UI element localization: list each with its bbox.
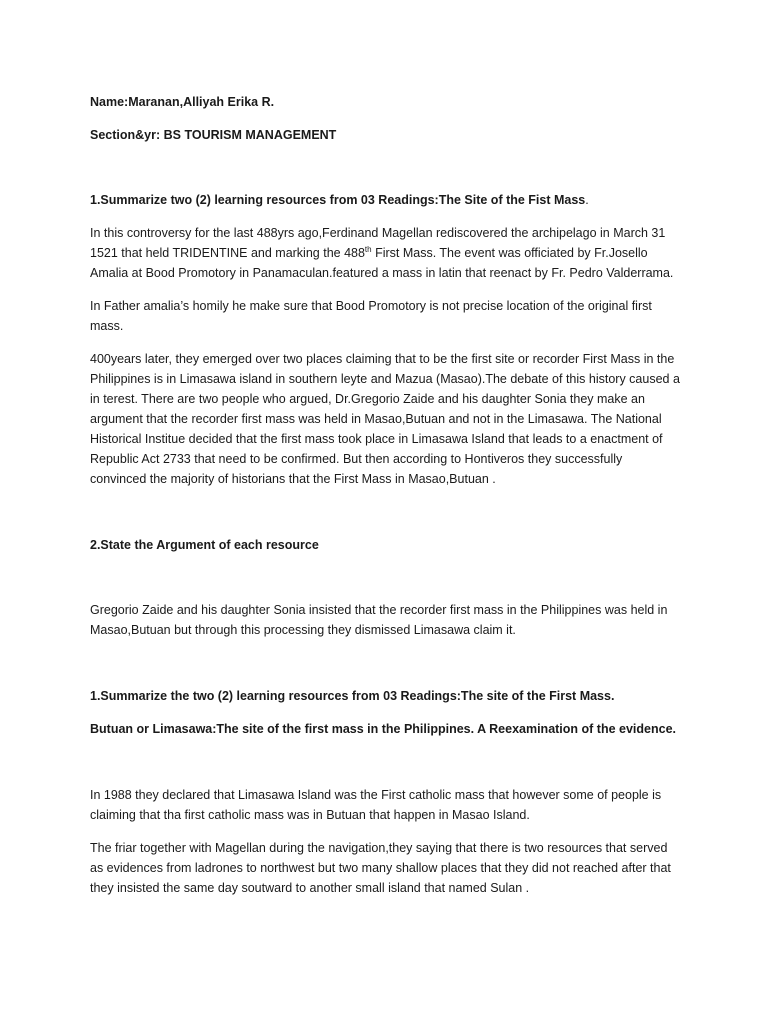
paragraph-2: In Father amalia’s homily he make sure that Bood Promotory is not precise location of the original first mass. — [90, 299, 652, 333]
paragraph-5: The friar together with Magellan during the navigation,they saying that there is two resources that served as evidences from ladrones to northwest but two many shallow places that they did not reached after that they insisted the same day soutward to another small island that named Sulan . — [90, 841, 671, 895]
section-year: Section&yr: BS TOURISM MANAGEMENT — [90, 128, 337, 142]
question-2-heading: 2.State the Argument of each resource — [90, 538, 319, 552]
ordinal-superscript: th — [364, 244, 372, 254]
paragraph-1-text-a: In this controversy for the last 488yrs ago,Ferdinand Magellan rediscovered the archipelago in March 31 1521 that held TRIDENTINE and marking the 488 — [90, 226, 666, 260]
paragraph-1-text-b: First Mass. The event was officiated by Fr.Josello Amalia at Bood Promotory in Panamaculan.featured a mass in latin that reenact by Fr. Pedro Valderrama. — [90, 246, 674, 280]
student-name: Name:Maranan,Alliyah Erika R. — [90, 95, 275, 109]
question-1-heading-text: 1.Summarize two (2) learning resources from 03 Readings:The Site of the Fist Mass — [90, 193, 586, 207]
paragraph-3: 400years later, they emerged over two places claiming that to be the first site or recorder First Mass in the Philippines is in Limasawa island in southern leyte and Mazua (Masao).The debate of this history caused a in terest. There are two people who argued, Dr.Gregorio Zaide and his daughter Sonia they make an argument that the recorder first mass was held in Masao,Butuan and not in the Limasawa. The National Historical Institue decided that the first mass took place in Limasawa Island that leads to a enactment of Republic Act 2733 that need to be confirmed. But then according to Hontiveros they successfully convinced the majority of historians that the First Mass in Masao,Butuan . — [90, 352, 680, 486]
argument-paragraph: Gregorio Zaide and his daughter Sonia insisted that the recorder first mass in the Philippines was held in Masao,Butuan but through this processing they dismissed Limasawa claim it. — [90, 603, 668, 637]
question-1-heading-period: . — [585, 193, 589, 207]
reading-title: Butuan or Limasawa:The site of the first mass in the Philippines. A Reexamination of the evidence. — [90, 722, 676, 736]
question-1-heading — [90, 190, 680, 210]
paragraph-1 — [90, 223, 680, 283]
question-3-heading: 1.Summarize the two (2) learning resources from 03 Readings:The site of the First Mass. — [90, 689, 615, 703]
paragraph-4: In 1988 they declared that Limasawa Island was the First catholic mass that however some of people is claiming that tha first catholic mass was in Butuan that happen in Masao Island. — [90, 788, 662, 822]
